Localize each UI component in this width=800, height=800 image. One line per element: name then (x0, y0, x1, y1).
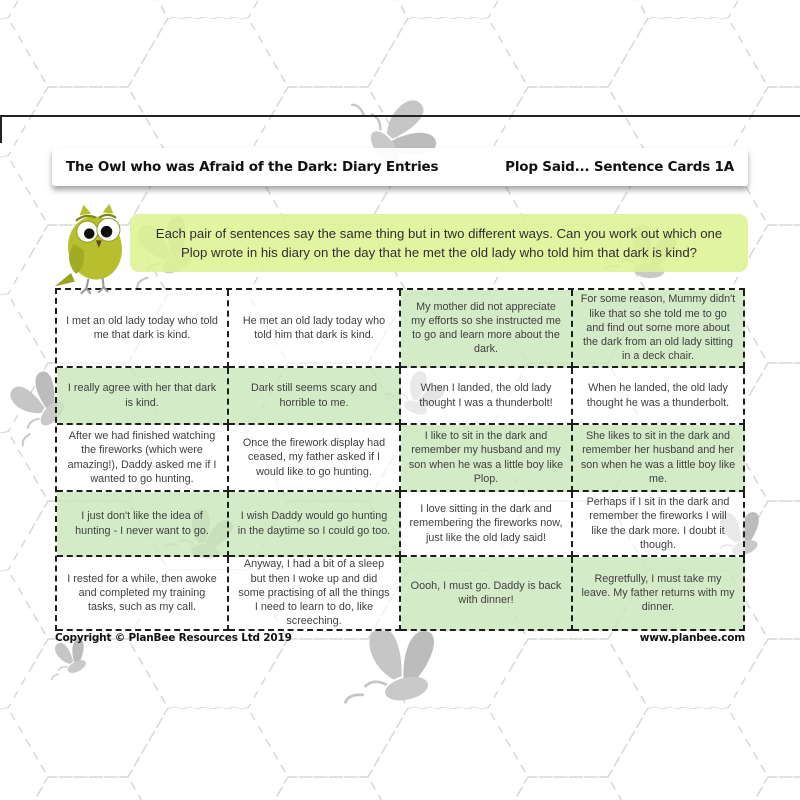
lesson-title: The Owl who was Afraid of the Dark: Diary Entries (66, 159, 439, 175)
sentence-card (229, 290, 401, 368)
sentence-card-text: When I landed, the old lady thought I was a thunderbolt! (419, 382, 553, 409)
page-edge-corner (0, 115, 2, 143)
owl-mascot-icon (50, 200, 140, 296)
sentence-card (401, 425, 573, 492)
sentence-card-text: She likes to sit in the dark and remember her husband and her son when he was a little boy like me. (580, 430, 736, 485)
sentence-card-text: Once the firework display had ceased, my father asked if I would like to go hunting. (242, 437, 386, 478)
sentence-card (573, 492, 745, 557)
sentence-card-text: I rested for a while, then awoke and completed my training tasks, such as my call. (67, 572, 217, 614)
sentence-card-text: I met an old lady today who told me that dark is kind. (66, 314, 218, 341)
sentence-card-text: After we had finished watching the fireworks (which were amazing!), Daddy asked me if I wanted to go hunting. (67, 430, 217, 485)
footer (55, 632, 745, 644)
sentence-card-text: Regretfully, I must take my leave. My father returns with my dinner. (581, 572, 735, 614)
sentence-card-text: I really agree with her that dark is kind. (67, 382, 217, 409)
sentence-card-text: For some reason, Mummy didn't like that so she told me to go and find out some more about the dark from an old lady sitting in a deck chair. (580, 293, 736, 363)
sentence-card (57, 368, 229, 425)
sentence-card (229, 492, 401, 557)
resource-title: Plop Said... Sentence Cards 1A (505, 159, 734, 175)
sentence-card (401, 557, 573, 631)
page-edge-line (0, 115, 800, 117)
sentence-card-text: I like to sit in the dark and remember my husband and my son when he was a little boy like Plop. (408, 430, 564, 485)
title-bar (52, 148, 748, 186)
instruction-text: Each pair of sentences say the same thing but in two different ways. Can you work out which one Plop wrote in his diary on the day that he met the old lady who told him that dark is kind? (155, 225, 723, 260)
sentence-card-text: My mother did not appreciate my efforts so she instructed me to go and learn more about the dark. (411, 300, 561, 356)
sentence-card-text: He met an old lady today who told him that dark is kind. (242, 314, 386, 341)
sentence-card-text: I wish Daddy would go hunting in the daytime so I could go too. (237, 510, 391, 537)
sentence-card-text: When he landed, the old lady thought he was a thunderbolt. (586, 382, 730, 409)
sentence-card (401, 368, 573, 425)
sentence-card-text: I love sitting in the dark and remembering the fireworks now, just like the old lady said! (409, 503, 563, 544)
sentence-card-text: I just don't like the idea of hunting - I never want to go. (75, 510, 209, 537)
copyright-text: Copyright © PlanBee Resources Ltd 2019 (55, 632, 292, 644)
sentence-card (57, 425, 229, 492)
instruction-banner (130, 214, 748, 272)
sentence-card (229, 425, 401, 492)
sentence-card (573, 290, 745, 368)
website-text: www.planbee.com (639, 632, 745, 644)
sentence-card (401, 290, 573, 368)
sentence-card (401, 492, 573, 557)
sentence-card (573, 368, 745, 425)
sentence-card (229, 368, 401, 425)
sentence-card (573, 425, 745, 492)
sentence-card-text: Anyway, I had a bit of a sleep but then I woke up and did some practising of all the things I need to learn to do, like screeching. (238, 558, 390, 628)
sentence-card-text: Perhaps if I sit in the dark and remember the fireworks I will like the dark more. I doubt it though. (586, 496, 730, 551)
sentence-card-text: Oooh, I must go. Daddy is back with dinner! (410, 579, 562, 606)
sentence-card (57, 290, 229, 368)
sentence-card-text: Dark still seems scary and horrible to me. (251, 382, 377, 409)
sentence-cards-grid (55, 288, 745, 631)
sentence-card (229, 557, 401, 631)
sentence-card (573, 557, 745, 631)
sentence-card (57, 557, 229, 631)
sentence-card (57, 492, 229, 557)
